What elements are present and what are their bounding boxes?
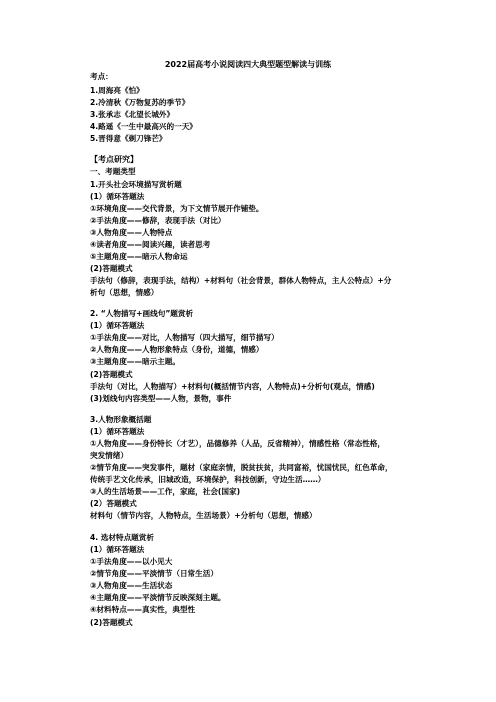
text-line: 5.晋得意《剃刀锋芒》 — [90, 134, 167, 143]
text-line: 析句（思想，情感） — [90, 288, 159, 297]
text-line: 1.开头社会环境描写赏析题 — [90, 180, 182, 189]
text-line: ③人的生活场景——工作，家庭，社会(国家) — [90, 487, 241, 496]
text-line: ③人物角度——人物特点 — [90, 228, 173, 237]
text-line: 传统手艺文化传承，旧城改造，环境保护，科技创新，守边生活……） — [90, 475, 326, 484]
text-line: (1）循环答题法 — [90, 192, 145, 201]
text-line: 2.冷清秋《万物复苏的季节》 — [90, 98, 190, 107]
text-line: ②情节角度——平淡情节（日常生活） — [90, 569, 218, 578]
text-line: 3.张承志《北望长城外》 — [90, 110, 175, 119]
text-line: (2)答题模式 — [90, 618, 133, 627]
text-line: ①手法角度——以小见大 — [90, 557, 173, 566]
text-line: ①手法角度——对比，人物描写（四大描写，细节描写） — [90, 333, 279, 342]
text-line: ②人物角度——人物形象特点（身份，道德，情感） — [90, 345, 264, 354]
text-line: 一、考题类型 — [90, 167, 136, 176]
text-line: (2)答题模式 — [90, 264, 133, 273]
text-line: 材料句（情节内容，人物特点，生活场景）+分析句（思想，情感） — [90, 511, 317, 520]
text-line: (3)划线句内容类型——人物，景物，事件 — [90, 394, 232, 403]
text-line: ①环境角度——交代背景，为下文情节展开作铺垫。 — [90, 204, 264, 213]
text-line: (1）循环答题法 — [90, 427, 145, 436]
text-line: 考点： — [90, 72, 113, 81]
text-line: ③主题角度——暗示主题。 — [90, 357, 180, 366]
text-line: 【考点研究】 — [90, 155, 138, 164]
text-line: ④主题角度——平淡情节反映深刻主题。 — [90, 593, 226, 602]
text-line: ②手法角度——修辞，表现手法（对比） — [90, 216, 226, 225]
text-line: ④材料特点——真实性，典型性 — [90, 605, 196, 614]
text-line: 突发情绪） — [90, 451, 128, 460]
text-line: ⑤主题角度——暗示人物命运 — [90, 252, 188, 261]
text-line: (1）循环答题法 — [90, 321, 145, 330]
text-line: ④读者角度——阅读兴趣，读者思考 — [90, 240, 211, 249]
text-line: 4.路遥《一生中最高兴的一天》 — [90, 122, 197, 131]
text-line: 3.人物形象概括题 — [90, 415, 152, 424]
text-line: 手法句（对比，人物描写）+材料句(概括情节内容，人物特点)+分析句(观点，情感) — [90, 382, 375, 391]
text-line: (2）答题模式 — [90, 499, 137, 508]
text-line: 2. “人物描写+画线句”题赏析 — [90, 309, 194, 318]
text-line: ②情节角度——突发事件，题材（家庭亲情，脱贫扶贫，共同富裕，忧国忧民，红色革命， — [90, 463, 393, 472]
text-line: ①人物角度——身份特长（才艺），品德修养（人品，反省精神），情感性格（常态性格， — [90, 439, 385, 448]
document-title: 2022届高考小说阅读四大典型题型解读与训练 — [164, 60, 332, 69]
text-line: (2)答题模式 — [90, 370, 133, 379]
text-line: 手法句（修辞，表现手法，结构）+材料句（社会背景，群体人物特点，主人公特点）+分 — [90, 276, 392, 285]
text-line: ③人物角度——生活状态 — [90, 581, 173, 590]
text-line: (1）循环答题法 — [90, 545, 145, 554]
text-line: 4. 选材特点题赏析 — [90, 533, 154, 542]
text-line: 1.周海亮《怕》 — [90, 86, 144, 95]
